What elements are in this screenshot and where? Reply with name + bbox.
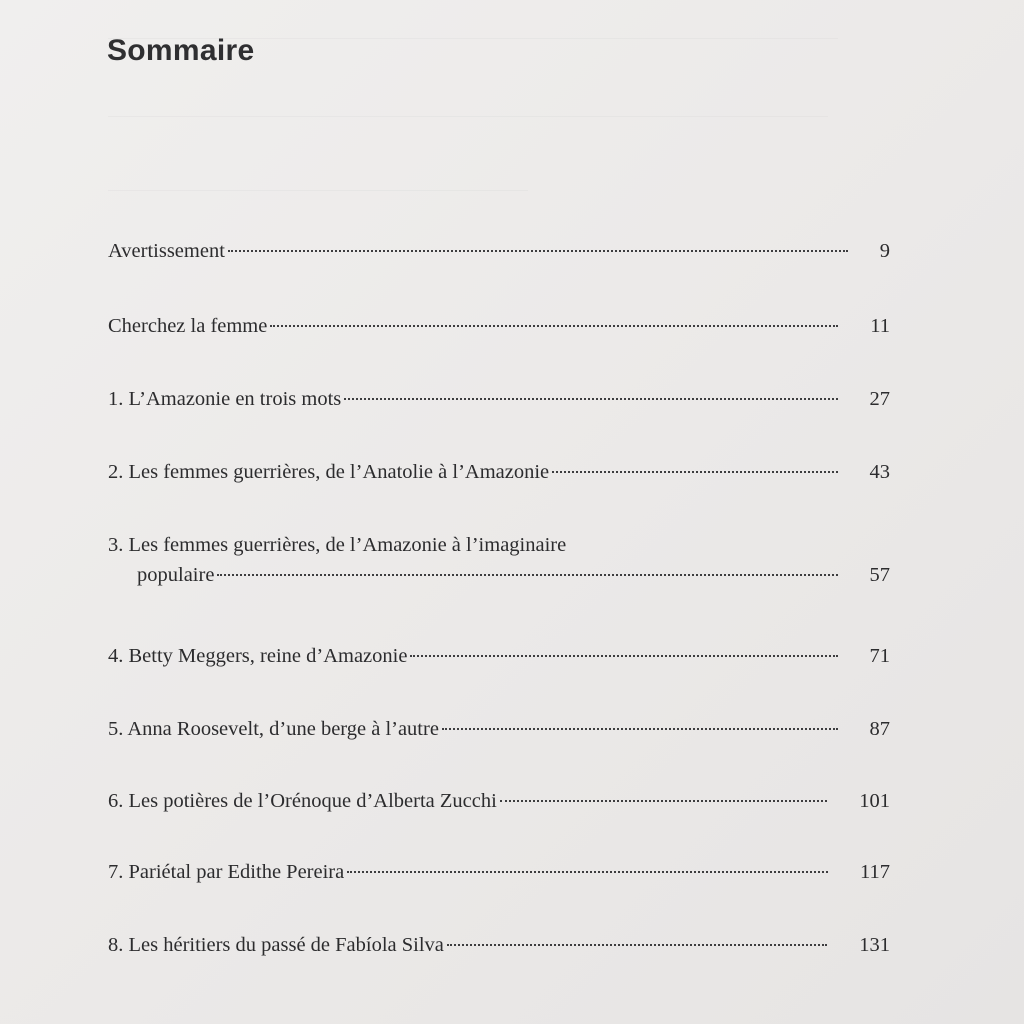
entry-title: 1. L’Amazonie en trois mots	[108, 388, 342, 410]
entry-title: Avertissement	[108, 240, 225, 262]
entry-title: 2. Les femmes guerrières, de l’Anatolie à l’Amazonie	[108, 461, 550, 483]
toc-entry	[108, 236, 890, 266]
toc-entry	[108, 930, 890, 960]
dot-leader	[552, 471, 837, 473]
page-title: Sommaire	[107, 34, 255, 67]
entry-title: Cherchez la femme	[108, 315, 268, 337]
dot-leader	[500, 800, 827, 802]
dot-leader	[442, 728, 838, 730]
page-number: 87	[869, 718, 890, 740]
toc-entry	[108, 857, 890, 887]
dot-leader	[447, 944, 827, 946]
page-number: 11	[870, 315, 890, 337]
dot-leader	[410, 655, 837, 657]
page-number: 117	[860, 861, 890, 883]
page-number: 9	[879, 240, 890, 262]
dot-leader	[347, 871, 828, 873]
page-number: 101	[859, 790, 890, 812]
entry-title: 3. Les femmes guerrières, de l’Amazonie à l’imaginaire	[108, 534, 567, 556]
toc-entry	[108, 311, 890, 341]
entry-title: 6. Les potières de l’Orénoque d’Alberta Zucchi	[108, 790, 497, 812]
entry-title: 7. Pariétal par Edithe Pereira	[108, 861, 345, 883]
entry-title: 5. Anna Roosevelt, d’une berge à l’autre	[108, 718, 439, 740]
toc-entry	[108, 530, 890, 590]
page-number: 43	[869, 461, 890, 483]
page-number: 57	[869, 564, 890, 586]
toc-entry	[108, 457, 890, 487]
page-number: 131	[859, 934, 890, 956]
dot-leader	[228, 250, 848, 252]
toc-entry	[108, 641, 890, 671]
toc-entry	[108, 786, 890, 816]
entry-title-continued: populaire	[137, 564, 215, 586]
toc-entry	[108, 384, 890, 414]
entry-title: 8. Les héritiers du passé de Fabíola Silva	[108, 934, 444, 956]
toc-entry	[108, 714, 890, 744]
page-number: 27	[869, 388, 890, 410]
dot-leader	[217, 574, 837, 576]
entry-title: 4. Betty Meggers, reine d’Amazonie	[108, 645, 408, 667]
dot-leader	[270, 325, 838, 327]
page-number: 71	[869, 645, 890, 667]
dot-leader	[344, 398, 837, 400]
